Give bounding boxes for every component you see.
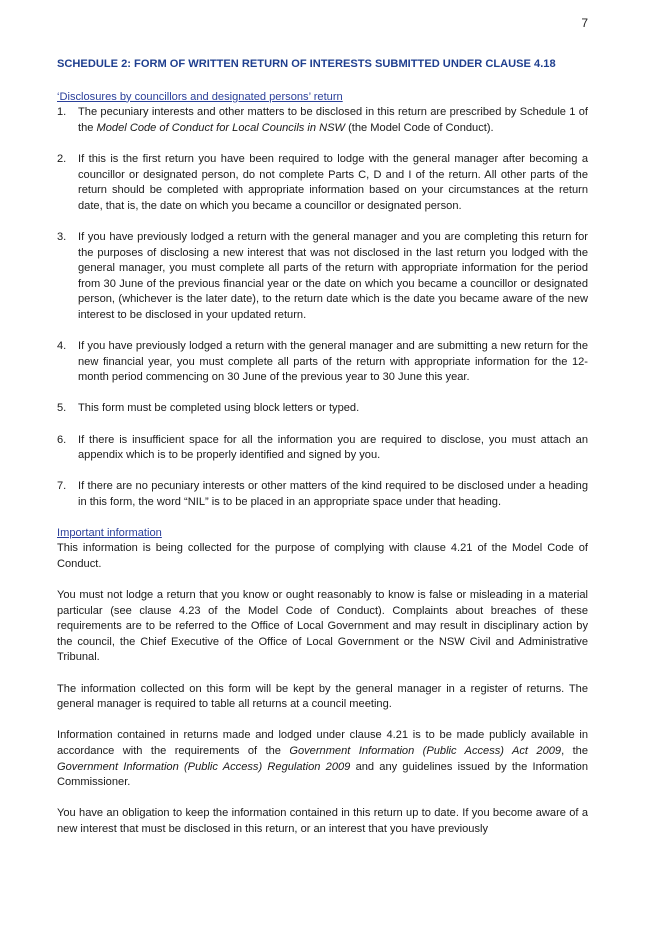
list-item [57, 105, 588, 136]
list-item-text: If there are no pecuniary interests or other matters of the kind required to be disclosed under a heading in this form, the word “NIL” is to be placed in an appropriate space under that heading. [78, 480, 588, 509]
list-item-text: This form must be completed using block letters or typed. [78, 402, 360, 415]
list-item [57, 339, 588, 386]
list-item [57, 152, 588, 214]
act-title: Government Information (Public Access) Act 2009 [289, 744, 562, 757]
list-item [57, 401, 588, 417]
disclosures-heading: ‘Disclosures by councillors and designated persons’ return [57, 90, 343, 103]
important-para-false-return: You must not lodge a return that you know or ought reasonably to know is false or misleading in a material particular (see clause 4.23 of the Model Code of Conduct). Complaints about breaches of these requirements are to be referred to the Office of Local Government and may result in disciplinary action by the council, the Chief Executive of the Office of Local Government or the NSW Civil and Administrative Tribunal. [57, 589, 588, 664]
list-item-number: 7. [57, 480, 67, 493]
important-para-public-access [57, 728, 588, 790]
schedule-title: SCHEDULE 2: FORM OF WRITTEN RETURN OF INTERESTS SUBMITTED UNDER CLAUSE 4.18 [57, 58, 556, 70]
para-text: and any guidelines issued by the Information Commissioner. [57, 760, 588, 789]
list-item-number: 3. [57, 230, 67, 243]
list-item-text: The pecuniary interests and other matters to be disclosed in this return are prescribed by Schedule 1 of the [78, 106, 588, 134]
list-item-number: 2. [57, 152, 67, 165]
important-para-obligation: You have an obligation to keep the information contained in this return up to date. If you become aware of a new interest that must be disclosed in this return, or an interest that you have previously [57, 807, 588, 835]
list-item [57, 433, 588, 464]
para-text: , the [561, 744, 588, 757]
list-item [57, 479, 588, 510]
important-para-register: The information collected on this form will be kept by the general manager in a register of returns. The general manager is required to table all returns at a council meeting. [57, 682, 588, 711]
page-number: 7 [581, 16, 588, 30]
list-item [57, 230, 588, 324]
para-text: Information contained in returns made and lodged under clause 4.21 is to be made publicly available in accordance with the requirements of the [57, 729, 588, 757]
important-info-heading: Important information [57, 526, 162, 539]
list-item-number: 6. [57, 433, 67, 446]
list-item-text: If you have previously lodged a return with the general manager and are submitting a new return for the new financial year, you must complete all parts of the return with appropriate information for the 12-month period commencing on 30 June of the previous year to 30 June this year. [78, 340, 588, 384]
regulation-title: Government Information (Public Access) Regulation 2009 [57, 760, 351, 773]
important-para-collection: This information is being collected for the purpose of complying with clause 4.21 of the Model Code of Conduct. [57, 542, 588, 570]
list-item-number: 1. [57, 106, 67, 119]
list-item-text: (the Model Code of Conduct). [345, 121, 494, 134]
list-item-number: 5. [57, 402, 67, 415]
list-item-number: 4. [57, 340, 67, 353]
list-item-text: If this is the first return you have been required to lodge with the general manager after becoming a councillor or designated person, do not complete Parts C, D and I of the return. All other parts of the return should be completed with appropriate information based on your circumstances at the return date, that is, the date on which you became a councillor or designated person. [78, 152, 588, 212]
list-item-italic: Model Code of Conduct for Local Councils in NSW [96, 121, 346, 134]
list-item-text: If there is insufficient space for all the information you are required to disclose, you must attach an appendix which is to be properly identified and signed by you. [78, 433, 588, 462]
list-item-text: If you have previously lodged a return with the general manager and you are completing this return for the purposes of disclosing a new interest that was not disclosed in the last return you lodged with the general manager, you must complete all parts of the return with appropriate information for the period from 30 June of the previous financial year or the date on which you became a councillor or designated person, (whichever is the later date), to the return date which is the date you became aware of the new interest to be disclosed in your updated return. [78, 230, 588, 321]
instructions-list [57, 105, 588, 510]
document-body [57, 57, 588, 853]
